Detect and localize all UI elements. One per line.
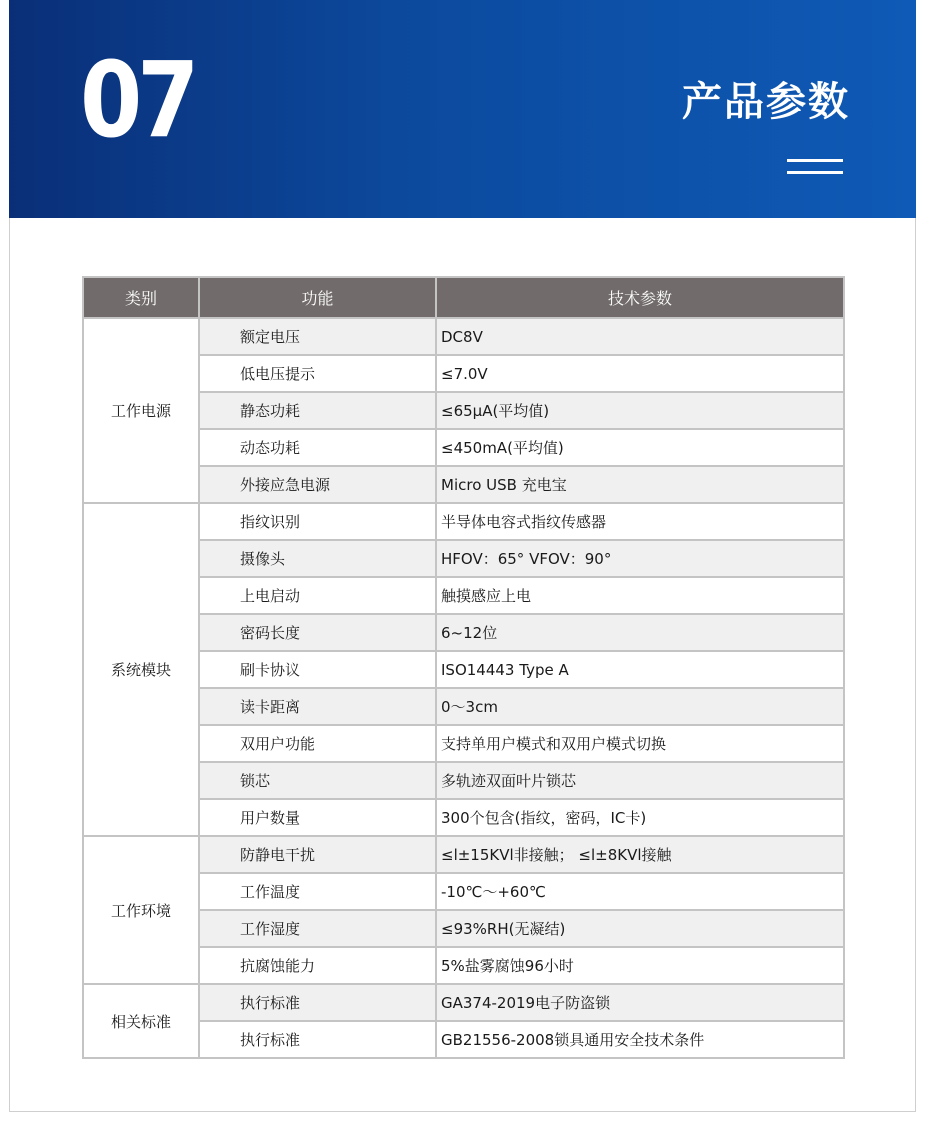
param-cell: ISO14443 Type A — [436, 651, 844, 688]
function-cell: 执行标准 — [199, 1021, 436, 1058]
param-cell: ≤65μA(平均值) — [436, 392, 844, 429]
function-cell: 密码长度 — [199, 614, 436, 651]
function-cell: 用户数量 — [199, 799, 436, 836]
param-cell: GA374-2019电子防盗锁 — [436, 984, 844, 1021]
param-cell: 触摸感应上电 — [436, 577, 844, 614]
table-body — [83, 318, 844, 1058]
param-cell: ≤l±15KVl非接触； ≤l±8KVl接触 — [436, 836, 844, 873]
spec-table — [82, 276, 845, 1059]
param-cell: Micro USB 充电宝 — [436, 466, 844, 503]
table-row — [83, 836, 844, 873]
param-cell: -10℃～+60℃ — [436, 873, 844, 910]
function-cell: 动态功耗 — [199, 429, 436, 466]
param-cell: DC8V — [436, 318, 844, 355]
function-cell: 读卡距离 — [199, 688, 436, 725]
param-cell: ≤7.0V — [436, 355, 844, 392]
function-cell: 抗腐蚀能力 — [199, 947, 436, 984]
param-cell: ≤93%RH(无凝结) — [436, 910, 844, 947]
function-cell: 刷卡协议 — [199, 651, 436, 688]
category-cell: 工作电源 — [83, 318, 199, 503]
function-cell: 上电启动 — [199, 577, 436, 614]
function-cell: 低电压提示 — [199, 355, 436, 392]
function-cell: 双用户功能 — [199, 725, 436, 762]
param-cell: HFOV：65° VFOV：90° — [436, 540, 844, 577]
param-cell: 0～3cm — [436, 688, 844, 725]
function-cell: 工作温度 — [199, 873, 436, 910]
title-underline-icon — [787, 171, 843, 174]
table-row — [83, 503, 844, 540]
table-row — [83, 984, 844, 1021]
title-underline-icon — [787, 159, 843, 162]
category-cell: 工作环境 — [83, 836, 199, 984]
param-cell: ≤450mA(平均值) — [436, 429, 844, 466]
function-cell: 外接应急电源 — [199, 466, 436, 503]
param-cell: 5%盐雾腐蚀96小时 — [436, 947, 844, 984]
category-cell: 系统模块 — [83, 503, 199, 836]
function-cell: 防静电干扰 — [199, 836, 436, 873]
param-cell: 6~12位 — [436, 614, 844, 651]
function-cell: 额定电压 — [199, 318, 436, 355]
section-number: 07 — [80, 39, 195, 161]
section-title: 产品参数 — [682, 79, 850, 125]
param-cell: 多轨迹双面叶片锁芯 — [436, 762, 844, 799]
category-cell: 相关标准 — [83, 984, 199, 1058]
param-cell: 300个包含(指纹，密码，IC卡) — [436, 799, 844, 836]
param-cell: GB21556-2008锁具通用安全技术条件 — [436, 1021, 844, 1058]
function-cell: 静态功耗 — [199, 392, 436, 429]
function-cell: 指纹识别 — [199, 503, 436, 540]
column-header-category: 类别 — [83, 277, 199, 318]
param-cell: 半导体电容式指纹传感器 — [436, 503, 844, 540]
table-header-row — [83, 277, 844, 318]
function-cell: 锁芯 — [199, 762, 436, 799]
function-cell: 执行标准 — [199, 984, 436, 1021]
table-row — [83, 318, 844, 355]
function-cell: 摄像头 — [199, 540, 436, 577]
function-cell: 工作湿度 — [199, 910, 436, 947]
column-header-param: 技术参数 — [436, 277, 844, 318]
param-cell: 支持单用户模式和双用户模式切换 — [436, 725, 844, 762]
column-header-function: 功能 — [199, 277, 436, 318]
